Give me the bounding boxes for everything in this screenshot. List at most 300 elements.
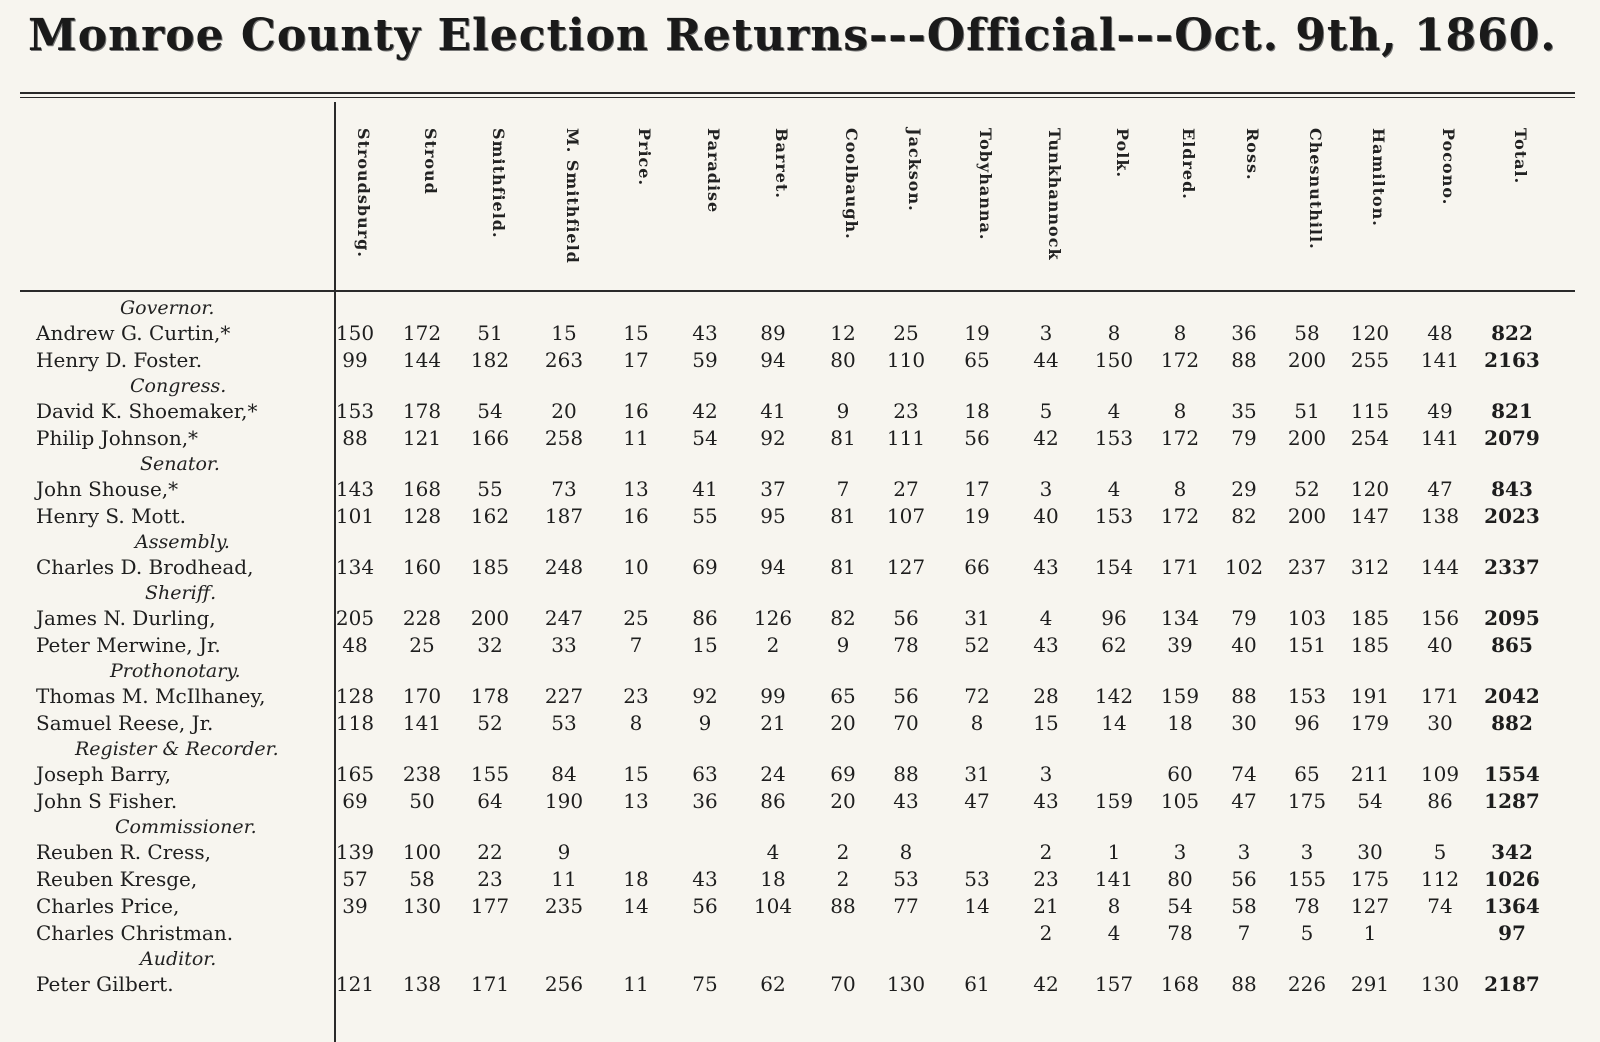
vote-cell: 14: [1101, 711, 1127, 735]
vote-cell: 8: [899, 840, 913, 864]
candidate-name: Charles Christman.: [36, 921, 234, 945]
vote-cell: 36: [692, 789, 718, 813]
vote-cell: 54: [477, 399, 503, 423]
vote-cell: 160: [402, 555, 442, 579]
vote-cell: 120: [1350, 477, 1390, 501]
vote-cell: 238: [402, 762, 442, 786]
vote-cell: 23: [893, 399, 919, 423]
vote-cell: 58: [1231, 894, 1257, 918]
vote-cell: 21: [1033, 894, 1059, 918]
vote-cell: 99: [342, 348, 368, 372]
vote-cell: 177: [470, 894, 510, 918]
vote-cell: 32: [477, 633, 503, 657]
vote-cell: 8: [1107, 894, 1121, 918]
vote-cell: 30: [1231, 711, 1257, 735]
title-rule-secondary: [20, 97, 1575, 98]
vote-cell: 2: [836, 867, 850, 891]
vote-cell: 112: [1420, 867, 1460, 891]
vote-cell: 3: [1173, 840, 1187, 864]
vote-cell: 47: [1427, 477, 1453, 501]
vote-cell: 3: [1039, 762, 1053, 786]
vote-cell: 178: [402, 399, 442, 423]
vote-cell: 42: [692, 399, 718, 423]
vote-cell: 79: [1231, 426, 1257, 450]
candidate-name: Peter Merwine, Jr.: [36, 633, 221, 657]
column-header: Eldred.: [1179, 128, 1198, 200]
vote-cell: 172: [1160, 348, 1200, 372]
vote-cell: 95: [760, 504, 786, 528]
vote-cell: 172: [402, 321, 442, 345]
vote-cell: 247: [544, 606, 584, 630]
total-cell: 1026: [1484, 867, 1540, 891]
vote-cell: 43: [1033, 633, 1059, 657]
vote-cell: 51: [477, 321, 503, 345]
vote-cell: 211: [1350, 762, 1390, 786]
candidate-name: Reuben Kresge,: [36, 867, 198, 891]
vote-cell: 2: [1039, 921, 1053, 945]
vote-cell: 21: [760, 711, 786, 735]
vote-cell: 56: [1231, 867, 1257, 891]
vote-cell: 178: [470, 684, 510, 708]
vote-cell: 104: [753, 894, 793, 918]
total-cell: 822: [1491, 321, 1533, 345]
vote-cell: 86: [760, 789, 786, 813]
vote-cell: 171: [1420, 684, 1460, 708]
vote-cell: 15: [1033, 711, 1059, 735]
vote-cell: 58: [409, 867, 435, 891]
vote-cell: 88: [830, 894, 856, 918]
vote-cell: 5: [1433, 840, 1447, 864]
vote-cell: 18: [1167, 711, 1193, 735]
vote-cell: 154: [1094, 555, 1134, 579]
vote-cell: 50: [409, 789, 435, 813]
vote-cell: 142: [1094, 684, 1134, 708]
vote-cell: 11: [623, 426, 649, 450]
vote-cell: 60: [1167, 762, 1193, 786]
vote-cell: 150: [1094, 348, 1134, 372]
vote-cell: 143: [335, 477, 375, 501]
vote-cell: 191: [1350, 684, 1390, 708]
column-header: Ross.: [1243, 128, 1262, 181]
vote-cell: 130: [402, 894, 442, 918]
vote-cell: 12: [830, 321, 856, 345]
vote-cell: 312: [1350, 555, 1390, 579]
vote-cell: 200: [470, 606, 510, 630]
vote-cell: 77: [893, 894, 919, 918]
candidate-name: Thomas M. McIlhaney,: [36, 684, 266, 708]
section-title: Auditor.: [140, 948, 217, 970]
vote-cell: 44: [1033, 348, 1059, 372]
vote-cell: 165: [335, 762, 375, 786]
page-title: Monroe County Election Returns---Official---Oct. 9th, 1860.: [28, 10, 1557, 61]
vote-cell: 40: [1033, 504, 1059, 528]
column-header: Barret.: [772, 128, 791, 199]
vote-cell: 7: [629, 633, 643, 657]
column-header: Polk.: [1113, 128, 1132, 179]
vote-cell: 11: [623, 972, 649, 996]
vote-cell: 172: [1160, 504, 1200, 528]
vote-cell: 81: [830, 426, 856, 450]
vote-cell: 82: [1231, 504, 1257, 528]
section-title: Prothonotary.: [110, 660, 241, 682]
vote-cell: 18: [623, 867, 649, 891]
vote-cell: 43: [1033, 555, 1059, 579]
section-title: Commissioner.: [115, 816, 257, 838]
vote-cell: 88: [1231, 972, 1257, 996]
vote-cell: 86: [692, 606, 718, 630]
vote-cell: 4: [1107, 399, 1121, 423]
section-title: Register & Recorder.: [75, 738, 279, 760]
vote-cell: 3: [1039, 321, 1053, 345]
vote-cell: 55: [692, 504, 718, 528]
vote-cell: 49: [1427, 399, 1453, 423]
vote-cell: 59: [692, 348, 718, 372]
vote-cell: 139: [335, 840, 375, 864]
vote-cell: 54: [692, 426, 718, 450]
vote-cell: 28: [1033, 684, 1059, 708]
vote-cell: 56: [692, 894, 718, 918]
vote-cell: 96: [1101, 606, 1127, 630]
section-title: Assembly.: [135, 531, 230, 553]
candidate-name: Philip Johnson,*: [36, 426, 199, 450]
total-cell: 821: [1491, 399, 1533, 423]
vote-cell: 56: [893, 684, 919, 708]
vote-cell: 141: [402, 711, 442, 735]
section-title: Senator.: [140, 453, 220, 475]
vote-cell: 94: [760, 555, 786, 579]
total-cell: 2163: [1484, 348, 1540, 372]
vote-cell: 18: [760, 867, 786, 891]
column-header: M. Smithfield: [563, 128, 582, 264]
vote-cell: 8: [629, 711, 643, 735]
vote-cell: 109: [1420, 762, 1460, 786]
vote-cell: 256: [544, 972, 584, 996]
vote-cell: 226: [1287, 972, 1327, 996]
vote-cell: 23: [1033, 867, 1059, 891]
vote-cell: 47: [1231, 789, 1257, 813]
candidate-name: Peter Gilbert.: [36, 972, 174, 996]
vote-cell: 156: [1420, 606, 1460, 630]
vote-cell: 101: [335, 504, 375, 528]
candidate-name: John Shouse,*: [36, 477, 179, 501]
vote-cell: 141: [1094, 867, 1134, 891]
vote-cell: 159: [1094, 789, 1134, 813]
vote-cell: 20: [830, 711, 856, 735]
vote-cell: 172: [1160, 426, 1200, 450]
total-cell: 342: [1491, 840, 1533, 864]
column-header: Tobyhanna.: [976, 128, 995, 241]
vote-cell: 58: [1294, 321, 1320, 345]
vote-cell: 43: [1033, 789, 1059, 813]
total-cell: 97: [1498, 921, 1526, 945]
vote-cell: 41: [692, 477, 718, 501]
vote-cell: 52: [477, 711, 503, 735]
vote-cell: 25: [893, 321, 919, 345]
vote-cell: 159: [1160, 684, 1200, 708]
vote-cell: 120: [1350, 321, 1390, 345]
vote-cell: 88: [1231, 684, 1257, 708]
header-rule: [20, 290, 1575, 292]
vote-cell: 10: [623, 555, 649, 579]
vote-cell: 96: [1294, 711, 1320, 735]
vote-cell: 155: [1287, 867, 1327, 891]
vote-cell: 48: [1427, 321, 1453, 345]
candidate-name: Henry S. Mott.: [36, 504, 187, 528]
vote-cell: 53: [893, 867, 919, 891]
vote-cell: 1: [1107, 840, 1121, 864]
vote-cell: 7: [836, 477, 850, 501]
vote-cell: 39: [1167, 633, 1193, 657]
total-cell: 2187: [1484, 972, 1540, 996]
vote-cell: 33: [551, 633, 577, 657]
column-header: Total.: [1511, 128, 1530, 185]
vote-cell: 89: [760, 321, 786, 345]
vote-cell: 185: [1350, 633, 1390, 657]
vote-cell: 138: [402, 972, 442, 996]
vote-cell: 24: [760, 762, 786, 786]
vote-cell: 78: [893, 633, 919, 657]
vote-cell: 70: [830, 972, 856, 996]
vote-cell: 42: [1033, 426, 1059, 450]
vote-cell: 94: [760, 348, 786, 372]
vote-cell: 171: [1160, 555, 1200, 579]
vote-cell: 43: [692, 867, 718, 891]
vote-cell: 81: [830, 504, 856, 528]
vote-cell: 103: [1287, 606, 1327, 630]
vote-cell: 9: [836, 633, 850, 657]
vote-cell: 2: [836, 840, 850, 864]
vote-cell: 200: [1287, 348, 1327, 372]
vote-cell: 2: [1039, 840, 1053, 864]
candidate-name: Charles Price,: [36, 894, 180, 918]
vote-cell: 92: [692, 684, 718, 708]
vote-cell: 99: [760, 684, 786, 708]
vote-cell: 54: [1167, 894, 1193, 918]
vote-cell: 141: [1420, 426, 1460, 450]
section-title: Sheriff.: [145, 582, 217, 604]
vote-cell: 190: [544, 789, 584, 813]
vote-cell: 13: [623, 789, 649, 813]
candidate-name: Henry D. Foster.: [36, 348, 203, 372]
total-cell: 2079: [1484, 426, 1540, 450]
vote-cell: 13: [623, 477, 649, 501]
vote-cell: 55: [477, 477, 503, 501]
total-cell: 1287: [1484, 789, 1540, 813]
total-cell: 843: [1491, 477, 1533, 501]
vote-cell: 18: [964, 399, 990, 423]
vote-cell: 166: [470, 426, 510, 450]
vote-cell: 182: [470, 348, 510, 372]
vote-cell: 54: [1357, 789, 1383, 813]
total-cell: 2042: [1484, 684, 1540, 708]
candidate-name: Andrew G. Curtin,*: [36, 321, 231, 345]
vote-cell: 19: [964, 321, 990, 345]
vote-cell: 147: [1350, 504, 1390, 528]
vote-cell: 3: [1300, 840, 1314, 864]
vote-cell: 40: [1427, 633, 1453, 657]
vote-cell: 127: [886, 555, 926, 579]
column-header: Jackson.: [905, 128, 924, 212]
vote-cell: 9: [557, 840, 571, 864]
vote-cell: 168: [402, 477, 442, 501]
vote-cell: 72: [964, 684, 990, 708]
vote-cell: 4: [766, 840, 780, 864]
vote-cell: 134: [335, 555, 375, 579]
vote-cell: 153: [1094, 504, 1134, 528]
vote-cell: 57: [342, 867, 368, 891]
vote-cell: 200: [1287, 504, 1327, 528]
vote-cell: 88: [342, 426, 368, 450]
vote-cell: 111: [886, 426, 926, 450]
candidate-name: Reuben R. Cress,: [36, 840, 212, 864]
vote-cell: 74: [1427, 894, 1453, 918]
vote-cell: 62: [760, 972, 786, 996]
vote-cell: 130: [886, 972, 926, 996]
vote-cell: 8: [1173, 399, 1187, 423]
vote-cell: 4: [1107, 921, 1121, 945]
vote-cell: 291: [1350, 972, 1390, 996]
column-header: Chesnuthill.: [1306, 128, 1325, 250]
vote-cell: 200: [1287, 426, 1327, 450]
vote-cell: 53: [964, 867, 990, 891]
vote-cell: 254: [1350, 426, 1390, 450]
section-title: Congress.: [130, 375, 227, 397]
column-header: Tunkhannock: [1045, 128, 1064, 261]
vote-cell: 187: [544, 504, 584, 528]
total-cell: 1554: [1484, 762, 1540, 786]
vote-cell: 121: [402, 426, 442, 450]
vote-cell: 61: [964, 972, 990, 996]
vote-cell: 16: [623, 504, 649, 528]
vote-cell: 15: [623, 321, 649, 345]
vote-cell: 53: [551, 711, 577, 735]
vote-cell: 14: [623, 894, 649, 918]
vote-cell: 79: [1231, 606, 1257, 630]
vote-cell: 171: [470, 972, 510, 996]
vote-cell: 23: [623, 684, 649, 708]
vote-cell: 153: [335, 399, 375, 423]
vote-cell: 14: [964, 894, 990, 918]
vote-cell: 102: [1224, 555, 1264, 579]
vote-cell: 235: [544, 894, 584, 918]
vote-cell: 255: [1350, 348, 1390, 372]
vote-cell: 248: [544, 555, 584, 579]
vote-cell: 110: [886, 348, 926, 372]
vote-cell: 64: [477, 789, 503, 813]
vote-cell: 25: [409, 633, 435, 657]
vote-cell: 30: [1427, 711, 1453, 735]
vote-cell: 8: [970, 711, 984, 735]
vote-cell: 70: [893, 711, 919, 735]
vote-cell: 30: [1357, 840, 1383, 864]
vote-cell: 9: [836, 399, 850, 423]
vote-cell: 3: [1039, 477, 1053, 501]
vote-cell: 179: [1350, 711, 1390, 735]
vote-cell: 69: [830, 762, 856, 786]
vote-cell: 48: [342, 633, 368, 657]
vote-cell: 15: [692, 633, 718, 657]
vote-cell: 65: [964, 348, 990, 372]
vote-cell: 175: [1350, 867, 1390, 891]
vote-cell: 31: [964, 762, 990, 786]
vote-cell: 107: [886, 504, 926, 528]
vote-cell: 78: [1294, 894, 1320, 918]
vote-cell: 78: [1167, 921, 1193, 945]
vote-cell: 263: [544, 348, 584, 372]
vote-cell: 144: [402, 348, 442, 372]
vote-cell: 43: [893, 789, 919, 813]
vote-cell: 69: [342, 789, 368, 813]
candidate-name: Samuel Reese, Jr.: [36, 711, 214, 735]
vote-cell: 65: [1294, 762, 1320, 786]
vote-cell: 40: [1231, 633, 1257, 657]
vote-cell: 7: [1237, 921, 1251, 945]
total-cell: 1364: [1484, 894, 1540, 918]
vote-cell: 155: [470, 762, 510, 786]
total-cell: 882: [1491, 711, 1533, 735]
column-header: Pocono.: [1439, 128, 1458, 206]
column-header: Stroud: [421, 128, 440, 195]
vote-cell: 81: [830, 555, 856, 579]
vote-cell: 5: [1300, 921, 1314, 945]
vote-cell: 185: [470, 555, 510, 579]
vote-cell: 16: [623, 399, 649, 423]
vote-cell: 100: [402, 840, 442, 864]
vote-cell: 151: [1287, 633, 1327, 657]
vote-cell: 128: [335, 684, 375, 708]
vote-cell: 20: [551, 399, 577, 423]
column-header: Smithfield.: [489, 128, 508, 239]
vote-cell: 258: [544, 426, 584, 450]
vote-cell: 1: [1363, 921, 1377, 945]
column-header: Hamilton.: [1369, 128, 1388, 227]
vote-cell: 118: [335, 711, 375, 735]
vote-cell: 43: [692, 321, 718, 345]
vote-cell: 42: [1033, 972, 1059, 996]
vote-cell: 8: [1173, 321, 1187, 345]
vote-cell: 31: [964, 606, 990, 630]
vote-cell: 15: [623, 762, 649, 786]
vote-cell: 162: [470, 504, 510, 528]
total-cell: 2095: [1484, 606, 1540, 630]
vote-cell: 80: [830, 348, 856, 372]
candidate-name: James N. Durling,: [36, 606, 216, 630]
vote-cell: 41: [760, 399, 786, 423]
vote-cell: 20: [830, 789, 856, 813]
vote-cell: 205: [335, 606, 375, 630]
vote-cell: 8: [1107, 321, 1121, 345]
vote-cell: 75: [692, 972, 718, 996]
vote-cell: 175: [1287, 789, 1327, 813]
vote-cell: 144: [1420, 555, 1460, 579]
vote-cell: 37: [760, 477, 786, 501]
vote-cell: 19: [964, 504, 990, 528]
candidate-name: Joseph Barry,: [36, 762, 171, 786]
vote-cell: 128: [402, 504, 442, 528]
vote-cell: 88: [1231, 348, 1257, 372]
column-header: Coolbaugh.: [842, 128, 861, 240]
vote-cell: 185: [1350, 606, 1390, 630]
vote-cell: 170: [402, 684, 442, 708]
vote-cell: 92: [760, 426, 786, 450]
vote-cell: 36: [1231, 321, 1257, 345]
vote-cell: 63: [692, 762, 718, 786]
column-header: Price.: [635, 128, 654, 187]
vote-cell: 157: [1094, 972, 1134, 996]
vote-cell: 80: [1167, 867, 1193, 891]
vote-cell: 65: [830, 684, 856, 708]
vote-cell: 5: [1039, 399, 1053, 423]
